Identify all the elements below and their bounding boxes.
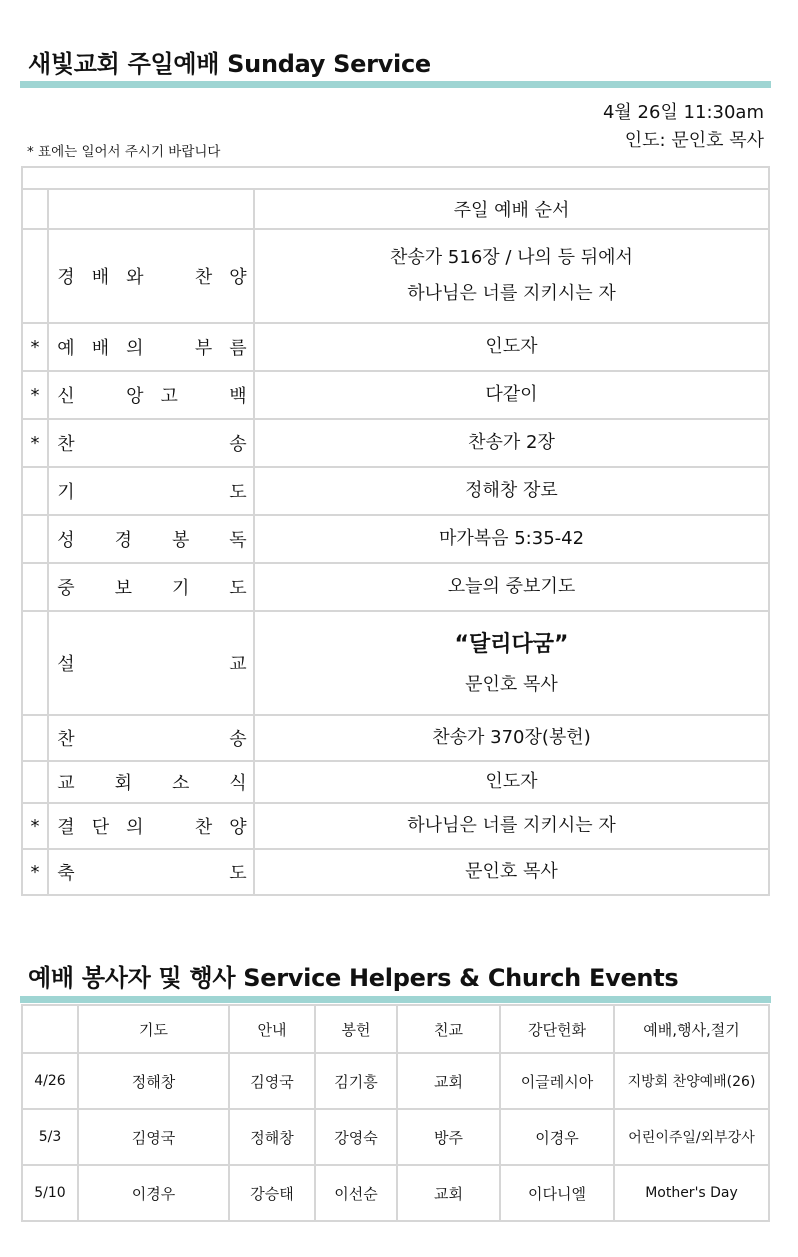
order-item-value: [254, 849, 769, 895]
helper-cell: 강영숙: [315, 1109, 397, 1165]
order-item-value: [254, 467, 769, 515]
label-char: 결: [57, 817, 75, 838]
order-item-value: [254, 611, 769, 715]
label-char: 교: [229, 654, 247, 675]
label-chars: [57, 430, 247, 456]
helpers-table: [21, 1004, 770, 1222]
helper-cell: 지방회 찬양예배(26): [614, 1053, 769, 1109]
label-char: 도: [229, 578, 247, 599]
label-char: 와: [126, 267, 144, 288]
label-char: 경: [114, 530, 133, 551]
order-row: [22, 803, 769, 849]
value-line: 하나님은 너를 지키시는 자: [407, 283, 616, 304]
label-chars: [57, 859, 247, 885]
label-char: 고: [160, 386, 178, 407]
label-chars: [57, 813, 247, 839]
order-item-label: [48, 419, 254, 467]
order-item-label: [48, 611, 254, 715]
helper-cell: 이선순: [315, 1165, 397, 1221]
standing-mark: [22, 515, 48, 563]
order-row: [22, 563, 769, 611]
order-item-label: [48, 803, 254, 849]
helper-cell: 교회: [397, 1053, 500, 1109]
order-row: [22, 849, 769, 895]
label-char: 예: [57, 338, 75, 359]
order-row: [22, 715, 769, 761]
order-item-label: [48, 229, 254, 323]
label-char: 양: [229, 817, 247, 838]
empty-cell: [22, 189, 48, 229]
date-column-header: [22, 1005, 78, 1053]
helper-cell: 이경우: [78, 1165, 229, 1221]
label-chars: [57, 263, 247, 289]
helper-cell: 이다니엘: [500, 1165, 614, 1221]
label-chars: [57, 725, 247, 751]
order-row: [22, 419, 769, 467]
page-title: 새빛교회 주일예배 Sunday Service: [28, 50, 431, 78]
label-char: 배: [91, 267, 110, 288]
label-char: 회: [114, 773, 133, 794]
value-line: 문인호 목사: [465, 674, 558, 695]
label-chars: [57, 526, 247, 552]
helper-cell: 김영국: [229, 1053, 315, 1109]
standing-mark: *: [22, 323, 48, 371]
label-char: 찬: [194, 817, 213, 838]
order-item-label: [48, 849, 254, 895]
column-header: 강단헌화: [500, 1005, 614, 1053]
order-item-label: [48, 563, 254, 611]
order-column-title: 주일 예배 순서: [254, 189, 769, 229]
label-chars: [57, 769, 247, 795]
standing-mark: [22, 563, 48, 611]
value-line: 다같이: [485, 384, 538, 405]
order-item-value: [254, 761, 769, 803]
label-char: 도: [229, 482, 247, 503]
order-row: [22, 323, 769, 371]
value-line: 마가복음 5:35-42: [438, 528, 585, 549]
helpers-divider: [20, 996, 771, 1003]
label-char: 찬: [194, 267, 213, 288]
helpers-row: [22, 1109, 769, 1165]
value-line: 인도자: [485, 336, 538, 357]
helper-cell: 정해창: [229, 1109, 315, 1165]
empty-cell: [48, 189, 254, 229]
value-line: 찬송가 370장(봉헌): [432, 727, 591, 748]
order-item-value: [254, 563, 769, 611]
order-item-label: [48, 467, 254, 515]
label-chars: [57, 382, 247, 408]
column-header: 봉헌: [315, 1005, 397, 1053]
value-line: 찬송가 516장 / 나의 등 뒤에서: [390, 247, 633, 268]
standing-mark: *: [22, 371, 48, 419]
value-line: 찬송가 2장: [468, 432, 555, 453]
label-char: 설: [57, 654, 75, 675]
standing-mark: [22, 467, 48, 515]
column-header: 친교: [397, 1005, 500, 1053]
value-line: 하나님은 너를 지키시는 자: [407, 815, 616, 836]
order-row: [22, 611, 769, 715]
label-char: 백: [229, 386, 247, 407]
order-item-value: [254, 515, 769, 563]
column-header: 안내: [229, 1005, 315, 1053]
sermon-title: “달리다굼”: [454, 632, 569, 657]
order-item-value: [254, 803, 769, 849]
label-chars: [57, 574, 247, 600]
label-char: 축: [57, 863, 75, 884]
worship-order-table: [21, 166, 770, 896]
order-item-value: [254, 229, 769, 323]
standing-mark: *: [22, 849, 48, 895]
helper-cell: 이글레시아: [500, 1053, 614, 1109]
label-char: 부: [194, 338, 213, 359]
label-char: 성: [57, 530, 75, 551]
label-char: 름: [229, 338, 247, 359]
label-char: 찬: [57, 434, 75, 455]
order-item-label: [48, 715, 254, 761]
order-header-row: [22, 189, 769, 229]
standing-mark: [22, 229, 48, 323]
order-item-value: [254, 323, 769, 371]
order-item-label: [48, 515, 254, 563]
column-header: 예배,행사,절기: [614, 1005, 769, 1053]
helper-cell: 교회: [397, 1165, 500, 1221]
order-row: [22, 467, 769, 515]
label-char: 의: [126, 338, 144, 359]
label-char: 기: [171, 578, 190, 599]
service-date: 4월 26일 11:30am: [602, 102, 764, 123]
standing-mark: *: [22, 419, 48, 467]
helper-cell: 정해창: [78, 1053, 229, 1109]
value-line: 인도자: [485, 771, 538, 792]
label-char: 양: [229, 267, 247, 288]
helpers-section-title: 예배 봉사자 및 행사 Service Helpers & Church Events: [28, 964, 679, 992]
order-item-label: [48, 323, 254, 371]
order-item-label: [48, 761, 254, 803]
label-char: 신: [57, 386, 75, 407]
label-char: 독: [229, 530, 247, 551]
standing-mark: [22, 715, 48, 761]
order-blank-row: [22, 167, 769, 189]
helper-cell: 강승태: [229, 1165, 315, 1221]
order-item-value: [254, 371, 769, 419]
helper-cell: 김영국: [78, 1109, 229, 1165]
helper-date: 4/26: [22, 1053, 78, 1109]
label-char: 찬: [57, 729, 75, 750]
helper-date: 5/3: [22, 1109, 78, 1165]
label-char: 앙: [126, 386, 144, 407]
standing-mark: [22, 761, 48, 803]
helper-cell: 김기흥: [315, 1053, 397, 1109]
standing-mark: *: [22, 803, 48, 849]
label-char: 봉: [171, 530, 190, 551]
order-row: [22, 515, 769, 563]
label-chars: [57, 478, 247, 504]
helper-cell: Mother's Day: [614, 1165, 769, 1221]
label-char: 도: [229, 863, 247, 884]
order-row: [22, 229, 769, 323]
label-char: 식: [229, 773, 247, 794]
helper-cell: 어린이주일/외부강사: [614, 1109, 769, 1165]
label-char: 송: [229, 434, 247, 455]
column-header: 기도: [78, 1005, 229, 1053]
standing-mark: [22, 611, 48, 715]
title-divider: [20, 81, 771, 88]
label-char: 배: [91, 338, 110, 359]
service-leader: 인도: 문인호 목사: [624, 130, 764, 151]
label-char: 경: [57, 267, 75, 288]
helper-date: 5/10: [22, 1165, 78, 1221]
order-row: [22, 371, 769, 419]
value-line: 문인호 목사: [465, 861, 558, 882]
label-char: 소: [171, 773, 190, 794]
order-item-value: [254, 419, 769, 467]
helper-cell: 이경우: [500, 1109, 614, 1165]
standing-note: * 표에는 일어서 주시기 바랍니다: [27, 144, 221, 160]
label-char: 중: [57, 578, 75, 599]
order-row: [22, 761, 769, 803]
label-chars: [57, 334, 247, 360]
label-char: 교: [57, 773, 75, 794]
label-char: 보: [114, 578, 133, 599]
blank-cell: [22, 167, 769, 189]
helper-cell: 방주: [397, 1109, 500, 1165]
value-line: 정해창 장로: [465, 480, 558, 501]
label-char: 송: [229, 729, 247, 750]
value-line: 오늘의 중보기도: [447, 576, 576, 597]
label-char: 의: [126, 817, 144, 838]
helpers-header-row: [22, 1005, 769, 1053]
order-item-label: [48, 371, 254, 419]
order-item-value: [254, 715, 769, 761]
label-char: 단: [91, 817, 110, 838]
helpers-row: [22, 1053, 769, 1109]
label-chars: [57, 650, 247, 676]
helpers-row: [22, 1165, 769, 1221]
label-char: 기: [57, 482, 75, 503]
